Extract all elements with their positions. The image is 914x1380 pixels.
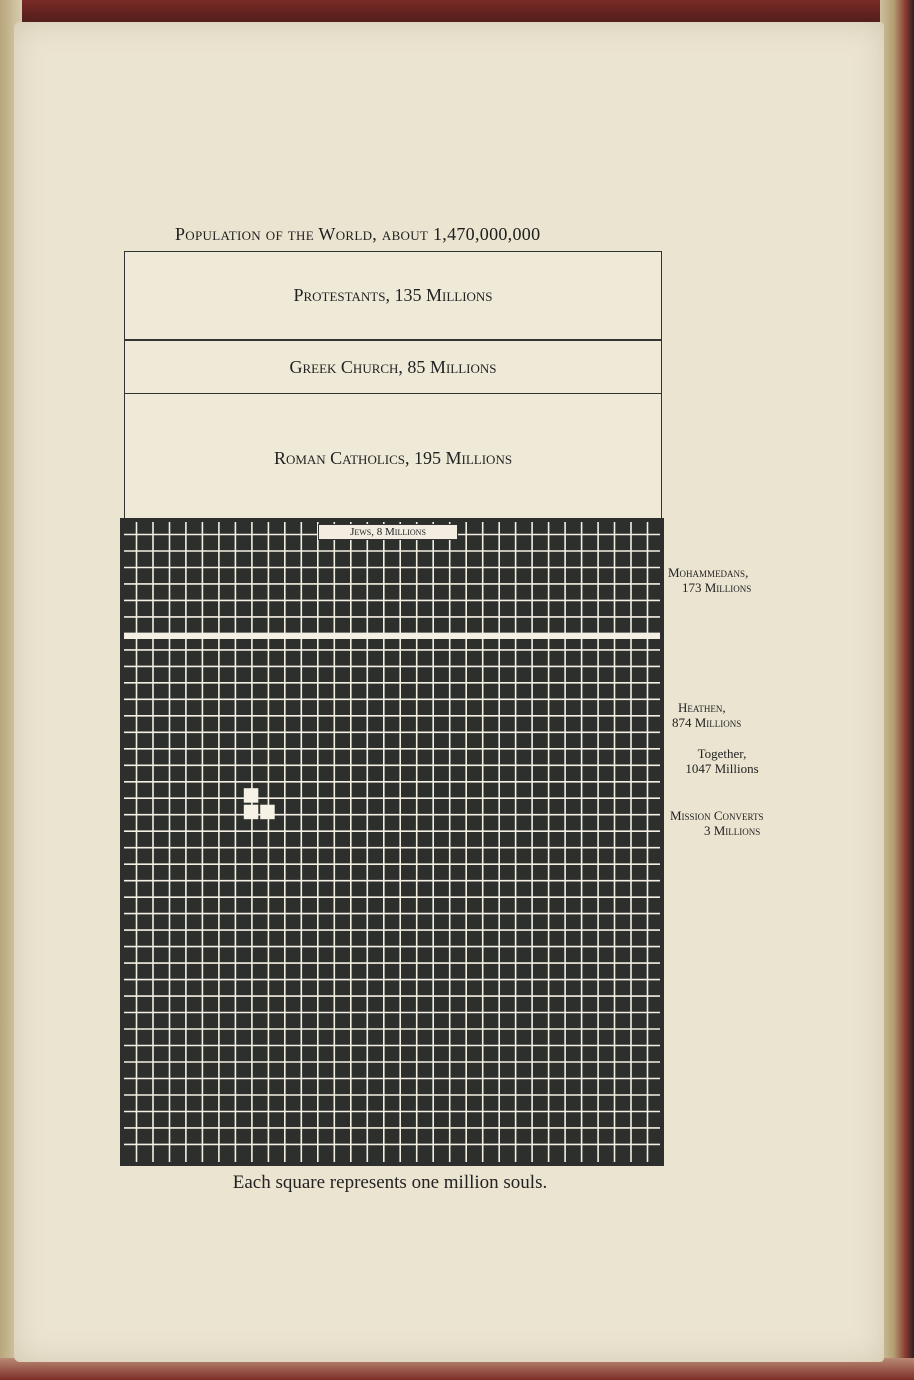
greek-church-band [124,340,662,394]
book-cover-right [880,0,914,1380]
mohammedans-label [668,565,818,595]
heathen-label [672,700,822,730]
roman-catholics-label: Roman Catholics, 195 Millions [273,447,513,468]
grid-svg [120,518,664,1166]
mission-converts-value: 3 Millions [704,823,761,838]
mission-convert-square [244,805,258,820]
roman-catholics-band [124,393,662,523]
chart-title: Population of the World, about 1,470,000,000 [175,224,541,244]
together-label [672,746,772,776]
mohammedans-heathen-separator [124,634,660,639]
mohammedans-name: Mohammedans, [668,565,749,580]
together-name: Together, [697,746,747,761]
heathen-name: Heathen, [678,700,726,715]
protestants-band [124,251,662,340]
together-value: 1047 Millions [685,761,759,776]
jews-label: Jews, 8 Millions [318,524,458,540]
chart-caption: Each square represents one million souls. [232,1172,548,1193]
mission-converts-label [670,808,830,838]
souls-square-grid [120,518,664,1166]
mohammedans-value: 173 Millions [682,580,752,595]
heathen-value: 874 Millions [672,715,742,730]
mission-converts-name: Mission Converts [670,808,764,823]
mission-convert-square [244,788,258,803]
protestants-label: Protestants, 135 Millions [293,285,493,305]
greek-church-label: Greek Church, 85 Millions [289,356,497,377]
mission-convert-square [260,805,275,820]
